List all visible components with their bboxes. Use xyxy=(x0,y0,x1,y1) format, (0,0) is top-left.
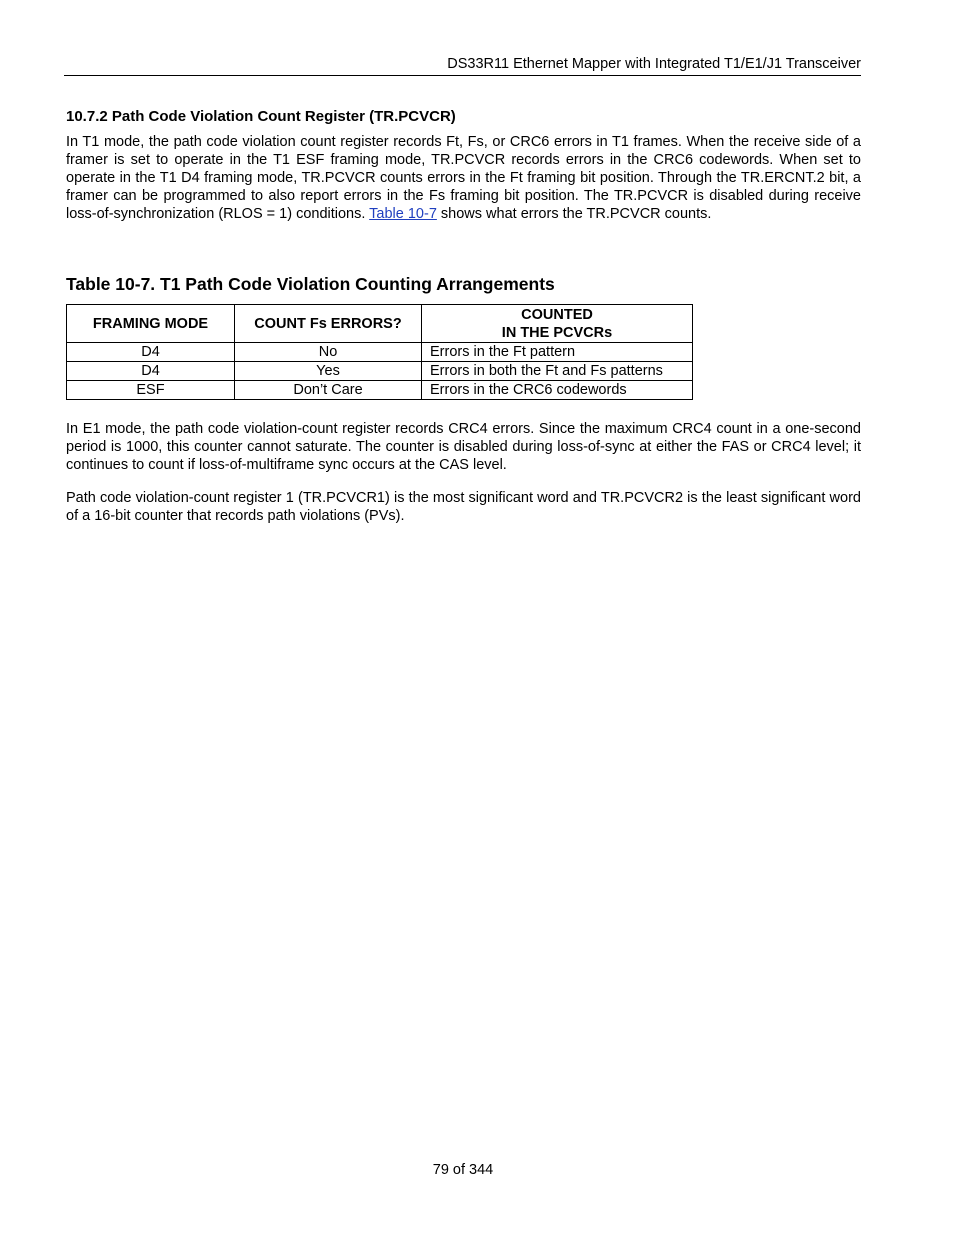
paragraph-t1-text-end: shows what errors the TR.PCVCR counts. xyxy=(436,206,712,222)
section-heading: 10.7.2 Path Code Violation Count Register (TR.PCVCR) xyxy=(66,108,456,125)
page-number: 79 of 344 xyxy=(432,1162,494,1178)
paragraph-t1-mode xyxy=(66,133,861,223)
table-cross-reference-link[interactable]: Table 10-7 xyxy=(369,206,437,222)
cell-count-fs-errors: No xyxy=(235,343,422,362)
cell-framing-mode: ESF xyxy=(67,381,235,400)
cell-framing-mode: D4 xyxy=(67,343,235,362)
table-row xyxy=(67,343,693,362)
counting-arrangements-table xyxy=(66,304,693,400)
table-header-row xyxy=(67,305,693,343)
paragraph-pcvcr-registers: Path code violation-count register 1 (TR.PCVCR1) is the most significant word and TR.PCVCR2 is the least significant word of a 16-bit counter that records path violations (PVs). xyxy=(66,490,861,524)
paragraph-t1-text-start: In T1 mode, the path code violation count register records Ft, Fs, or CRC6 errors in T1 frames. When the receive side of a framer is set to operate in the T1 ESF framing mode, TR.PCVCR records errors in the CRC6 codewords. When set to operate in the T1 D4 framing mode, TR.PCVCR counts errors in the Ft framing bit position. Through the TR.ERCNT.2 bit, a framer can be programmed to also report errors in the Fs framing bit position. The TR.PCVCR is disabled during receive loss-of-synchronization (RLOS = 1) conditions. xyxy=(66,134,861,222)
cell-framing-mode: D4 xyxy=(67,362,235,381)
cell-count-fs-errors: Yes xyxy=(235,362,422,381)
table-row xyxy=(67,381,693,400)
table-row xyxy=(67,362,693,381)
cell-count-fs-errors: Don’t Care xyxy=(235,381,422,400)
cell-counted: Errors in both the Ft and Fs patterns xyxy=(422,362,693,381)
running-header: DS33R11 Ethernet Mapper with Integrated T1/E1/J1 Transceiver xyxy=(447,56,861,72)
column-header-counted-line1: COUNTED xyxy=(521,307,593,323)
header-divider xyxy=(64,75,861,76)
table-caption: Table 10-7. T1 Path Code Violation Counting Arrangements xyxy=(66,274,555,294)
paragraph-e1-mode: In E1 mode, the path code violation-count register records CRC4 errors. Since the maximum CRC4 count in a one-second period is 1000, this counter cannot saturate. The counter is disabled during loss-of-sync at either the FAS or CRC4 level; it continues to count if loss-of-multiframe sync occurs at the CAS level. xyxy=(66,421,861,473)
column-header-framing-mode: FRAMING MODE xyxy=(67,305,235,343)
column-header-counted xyxy=(422,305,693,343)
column-header-counted-line2: IN THE PCVCRs xyxy=(501,325,613,341)
column-header-count-fs-errors: COUNT Fs ERRORS? xyxy=(235,305,422,343)
cell-counted: Errors in the Ft pattern xyxy=(422,343,693,362)
cell-counted: Errors in the CRC6 codewords xyxy=(422,381,693,400)
